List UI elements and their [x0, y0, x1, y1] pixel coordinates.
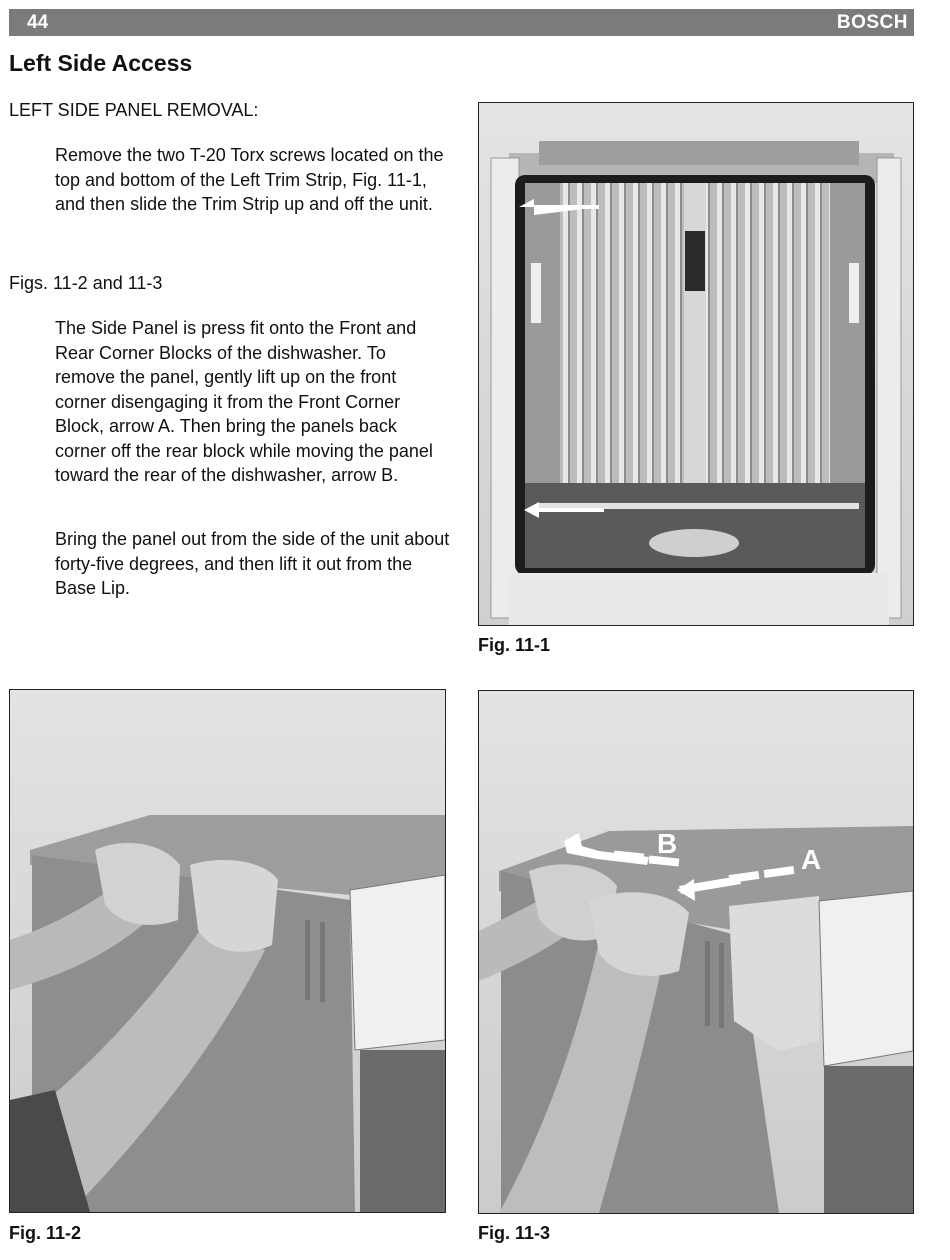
figure-11-1-caption: Fig. 11-1: [478, 635, 551, 655]
paragraph-base-lip: Bring the panel out from the side of the unit about forty-five degrees, and then lift it out from the Base Lip.: [55, 529, 450, 598]
page-number: 44: [27, 12, 49, 33]
figure-11-3-caption: Fig. 11-3: [478, 1223, 551, 1243]
arrow-b-label: B: [657, 828, 678, 859]
dishwasher-interior-image: [479, 103, 913, 625]
page-title: Left Side Access: [9, 50, 193, 76]
paragraph-side-panel: The Side Panel is press fit onto the Front and Rear Corner Blocks of the dishwasher. To remove the panel, gently lift up on the front corner disengaging it from the Front Corner Block, arrow A. Then bring the panels back corner off the rear block while moving the panel toward the rear of the dishwasher, arrow B.: [55, 318, 433, 485]
figure-11-2-caption: Fig. 11-2: [9, 1223, 82, 1243]
side-panel-lift-image: [10, 690, 445, 1212]
section-heading: LEFT SIDE PANEL REMOVAL:: [9, 100, 259, 120]
figure-11-3-photo: [478, 690, 914, 1214]
page-header-bar: [9, 9, 914, 36]
arrow-a-label: A: [801, 844, 822, 875]
figure-11-1-photo: [478, 102, 914, 626]
figure-11-2-photo: [9, 689, 446, 1213]
side-panel-removal-image: [479, 691, 913, 1213]
brand-logo: BOSCH: [836, 12, 908, 33]
paragraph-trim-strip: Remove the two T-20 Torx screws located on the top and bottom of the Left Trim Strip, Fig. 11-1, and then slide the Trim Strip up and off the unit.: [55, 145, 444, 214]
figures-reference: Figs. 11-2 and 11-3: [9, 273, 163, 293]
